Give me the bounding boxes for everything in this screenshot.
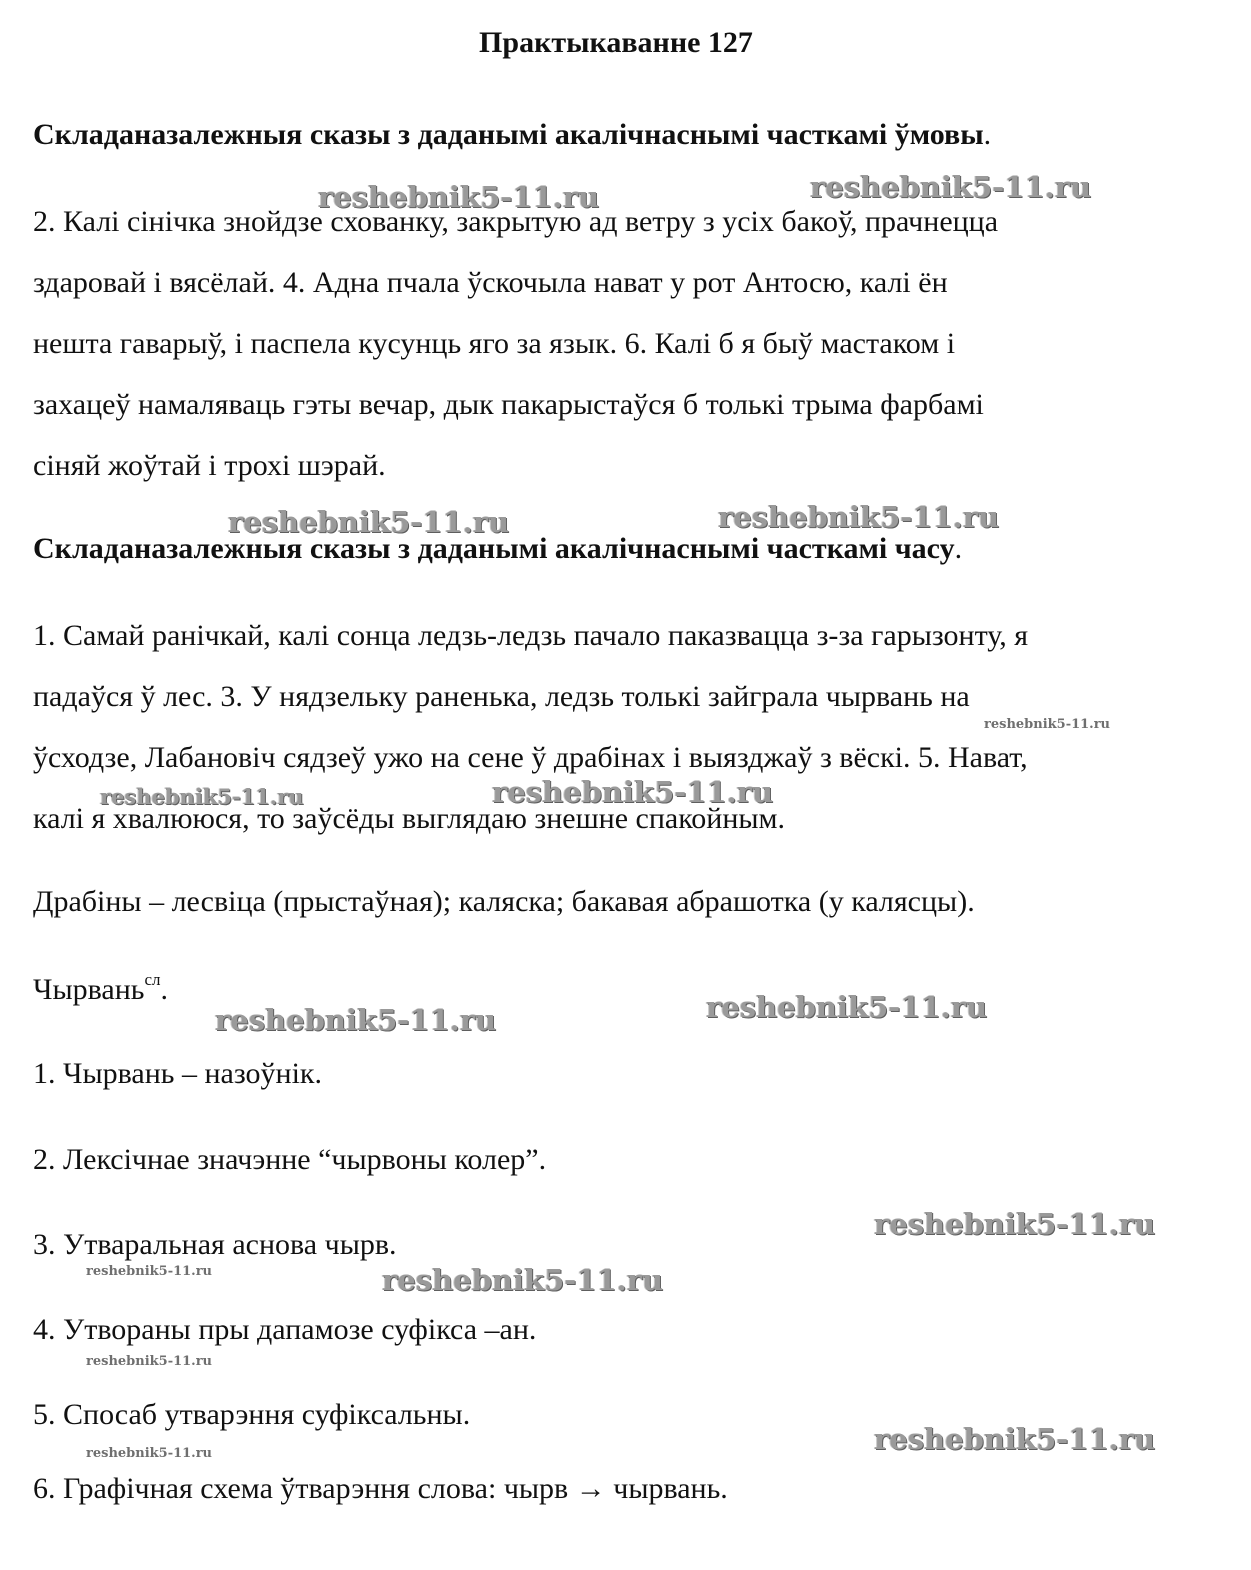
word-text: Чырвань (33, 973, 145, 1006)
heading-period: . (954, 532, 963, 565)
section-heading-condition (33, 118, 991, 152)
text-line: падаўся ў лес. 3. У нядзельку раненька, ледзь толькі зайграла чырвань на (33, 680, 970, 713)
watermark: reshebnik5-11.ru (215, 1003, 497, 1037)
watermark: reshebnik5-11.ru (86, 1354, 213, 1369)
watermark: reshebnik5-11.ru (718, 500, 1000, 534)
word-analysis-title (33, 970, 168, 1007)
watermark: reshebnik5-11.ru (86, 1264, 213, 1279)
text-line: захацеў намаляваць гэты вечар, дык пакарыстаўся б толькі трыма фарбамі (33, 388, 984, 421)
watermark: reshebnik5-11.ru (318, 180, 600, 214)
watermark: reshebnik5-11.ru (228, 505, 510, 539)
text-line: 2. Калі сінічка знойдзе схованку, закрытую ад ветру з усіх бакоў, прачнецца (33, 205, 999, 238)
analysis-item: 6. Графічная схема ўтварэння слова: чырв → чырвань. (33, 1472, 728, 1505)
text-line: здаровай і вясёлай. 4. Адна пчала ўскочыла нават у рот Антосю, калі ён (33, 266, 948, 299)
analysis-item: 2. Лексічнае значэнне “чырвоны колер”. (33, 1143, 547, 1176)
analysis-item: 3. Утваральная аснова чырв. (33, 1228, 397, 1261)
analysis-item: 5. Спосаб утварэння суфіксальны. (33, 1398, 471, 1431)
heading-text: Складаназалежныя сказы з даданымі акалічнаснымі часткамі часу (33, 532, 955, 565)
text-line: ўсходзе, Лабановіч сядзеў ужо на сене ў драбінах і выязджаў з вёскі. 5. Нават, (33, 741, 1028, 774)
word-superscript: сл (144, 970, 161, 989)
watermark: reshebnik5-11.ru (984, 717, 1111, 732)
watermark: reshebnik5-11.ru (86, 1446, 213, 1461)
page-title: Практыкаванне 127 (479, 26, 753, 59)
word-period: . (160, 973, 169, 1006)
text-line: сіняй жоўтай і трохі шэрай. (33, 449, 386, 482)
analysis-item: 1. Чырвань – назоўнік. (33, 1057, 322, 1090)
analysis-item: 4. Утвораны пры дапамозе суфікса –ан. (33, 1313, 537, 1346)
watermark: reshebnik5-11.ru (810, 170, 1092, 204)
text-line: калі я хвалююся, то заўсёды выглядаю знешне спакойным. (33, 802, 786, 835)
text-line: нешта гаварыў, і паспела кусунць яго за язык. 6. Калі б я быў мастаком і (33, 327, 956, 360)
watermark: reshebnik5-11.ru (492, 775, 774, 809)
watermark: reshebnik5-11.ru (100, 784, 304, 809)
watermark: reshebnik5-11.ru (706, 990, 988, 1024)
heading-text: Складаназалежныя сказы з даданымі акалічнаснымі часткамі ўмовы (33, 118, 984, 151)
watermark: reshebnik5-11.ru (874, 1422, 1156, 1456)
text-line: 1. Самай ранічкай, калі сонца ледзь-ледзь пачало паказвацца з-за гарызонту, я (33, 619, 1029, 652)
watermark: reshebnik5-11.ru (382, 1263, 664, 1297)
vocabulary-note: Драбіны – лесвіца (прыстаўная); каляска; бакавая абрашотка (у калясцы). (33, 885, 975, 918)
heading-period: . (983, 118, 992, 151)
watermark: reshebnik5-11.ru (874, 1207, 1156, 1241)
